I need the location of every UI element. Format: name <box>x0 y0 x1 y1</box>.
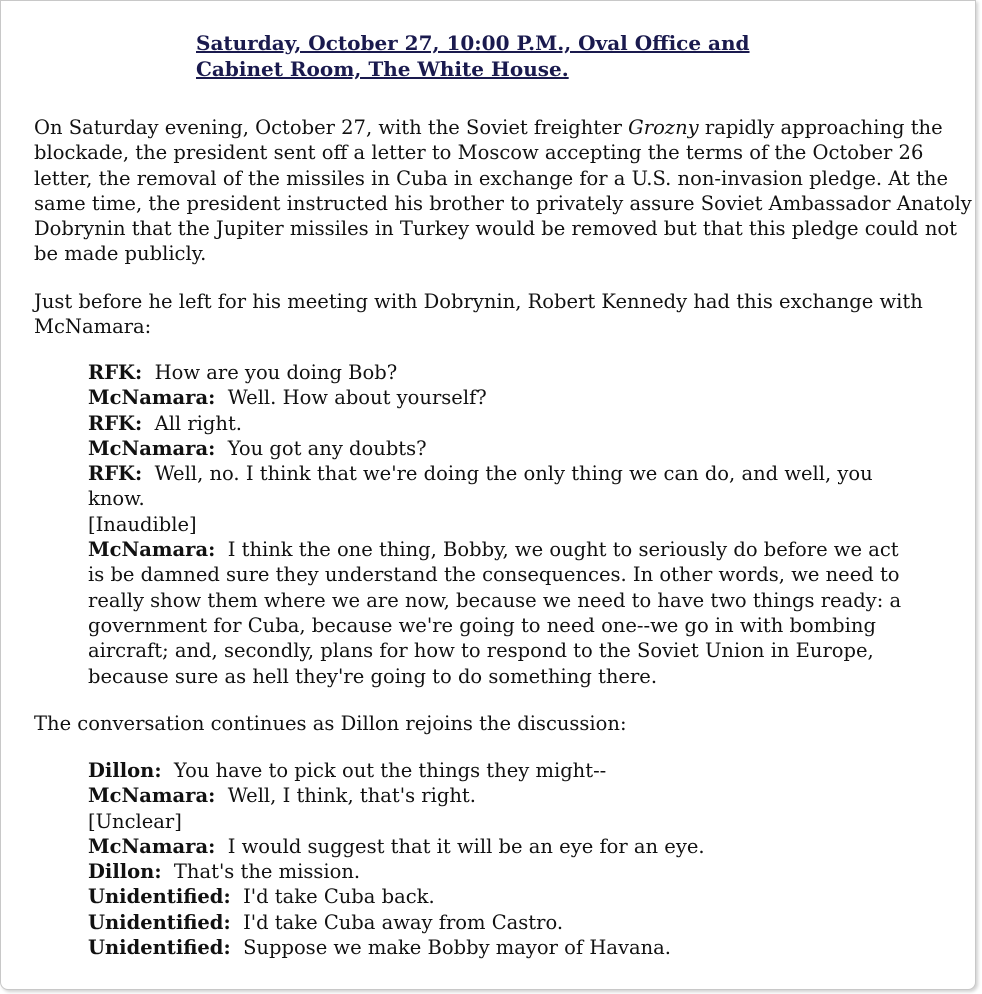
context-paragraph: Just before he left for his meeting with Dobrynin, Robert Kennedy had this exchange with McNamara: <box>34 290 923 339</box>
speaker-name: Dillon: <box>88 860 162 884</box>
dialogue-line <box>88 884 918 909</box>
utterance: I think the one thing, Bobby, we ought to seriously do before we act is be damned sure they understand the consequences. In other words, we need to really show them where we are now, because we need to have two things ready: a government for Cuba, because we're going to need one--we go in with bombing aircraft; and, secondly, plans for how to respond to the Soviet Union in Europe, because sure as hell they're going to do something there. <box>88 538 902 688</box>
speaker-name: McNamara: <box>88 386 216 410</box>
dialogue-line <box>88 537 918 689</box>
utterance: All right. <box>154 411 242 435</box>
speaker-name: McNamara: <box>88 784 216 808</box>
utterance: I'd take Cuba away from Castro. <box>243 910 564 934</box>
ship-name: Grozny <box>628 116 699 139</box>
dialogue-line <box>88 910 918 935</box>
speaker-name: Unidentified: <box>88 885 231 909</box>
utterance: I would suggest that it will be an eye for an eye. <box>227 834 705 858</box>
transition-paragraph: The conversation continues as Dillon rejoins the discussion: <box>34 712 627 735</box>
speaker-name: McNamara: <box>88 436 216 460</box>
speaker-name: RFK: <box>88 361 143 384</box>
speaker-name: RFK: <box>88 462 143 486</box>
speaker-name: McNamara: <box>88 538 216 562</box>
speaker-name: McNamara: <box>88 834 216 858</box>
speaker-name: Dillon: <box>88 759 162 782</box>
speaker-name: Unidentified: <box>88 910 231 934</box>
speaker-name: RFK: <box>88 411 143 435</box>
utterance: That's the mission. <box>173 860 361 884</box>
dialogue-line <box>88 935 918 960</box>
dialogue-block-2 <box>88 758 918 960</box>
speaker-name: Unidentified: <box>88 936 231 960</box>
utterance: Well, no. I think that we're doing the only thing we can do, and well, you know. <box>88 462 873 511</box>
intro-text-before: On Saturday evening, October 27, with the Soviet freighter <box>34 116 629 139</box>
utterance: Suppose we make Bobby mayor of Havana. <box>243 936 671 960</box>
utterance: Well. How about yourself? <box>227 386 487 410</box>
intro-text-after: rapidly approaching the blockade, the president sent off a letter to Moscow accepting the terms of the October 26 letter, the removal of the missiles in Cuba in exchange for a U.S. non-invasion pledge. At the same time, the president instructed his brother to privately assure Soviet Ambassador Anatoly Dobrynin that the Jupiter missiles in Turkey would be removed but that this pledge could not be made publicly. <box>34 116 972 266</box>
dialogue-line <box>88 436 918 461</box>
dialogue-line <box>88 461 918 512</box>
utterance: You have to pick out the things they might-- <box>173 759 607 782</box>
utterance: I'd take Cuba back. <box>243 885 435 909</box>
stage-note: [Unclear] <box>88 809 182 833</box>
utterance: Well, I think, that's right. <box>227 784 476 808</box>
section-heading: Saturday, October 27, 10:00 P.M., Oval Office and Cabinet Room, The White House. <box>196 31 750 81</box>
utterance: How are you doing Bob? <box>154 361 398 384</box>
dialogue-line <box>88 385 918 410</box>
dialogue-line <box>88 783 918 808</box>
dialogue-line <box>88 411 918 436</box>
dialogue-line <box>88 360 918 385</box>
dialogue-line <box>88 834 918 859</box>
utterance: You got any doubts? <box>227 436 427 460</box>
intro-paragraph <box>34 115 974 267</box>
dialogue-line <box>88 859 918 884</box>
dialogue-line <box>88 758 918 783</box>
dialogue-block-1 <box>88 360 918 689</box>
stage-note: [Inaudible] <box>88 512 197 536</box>
